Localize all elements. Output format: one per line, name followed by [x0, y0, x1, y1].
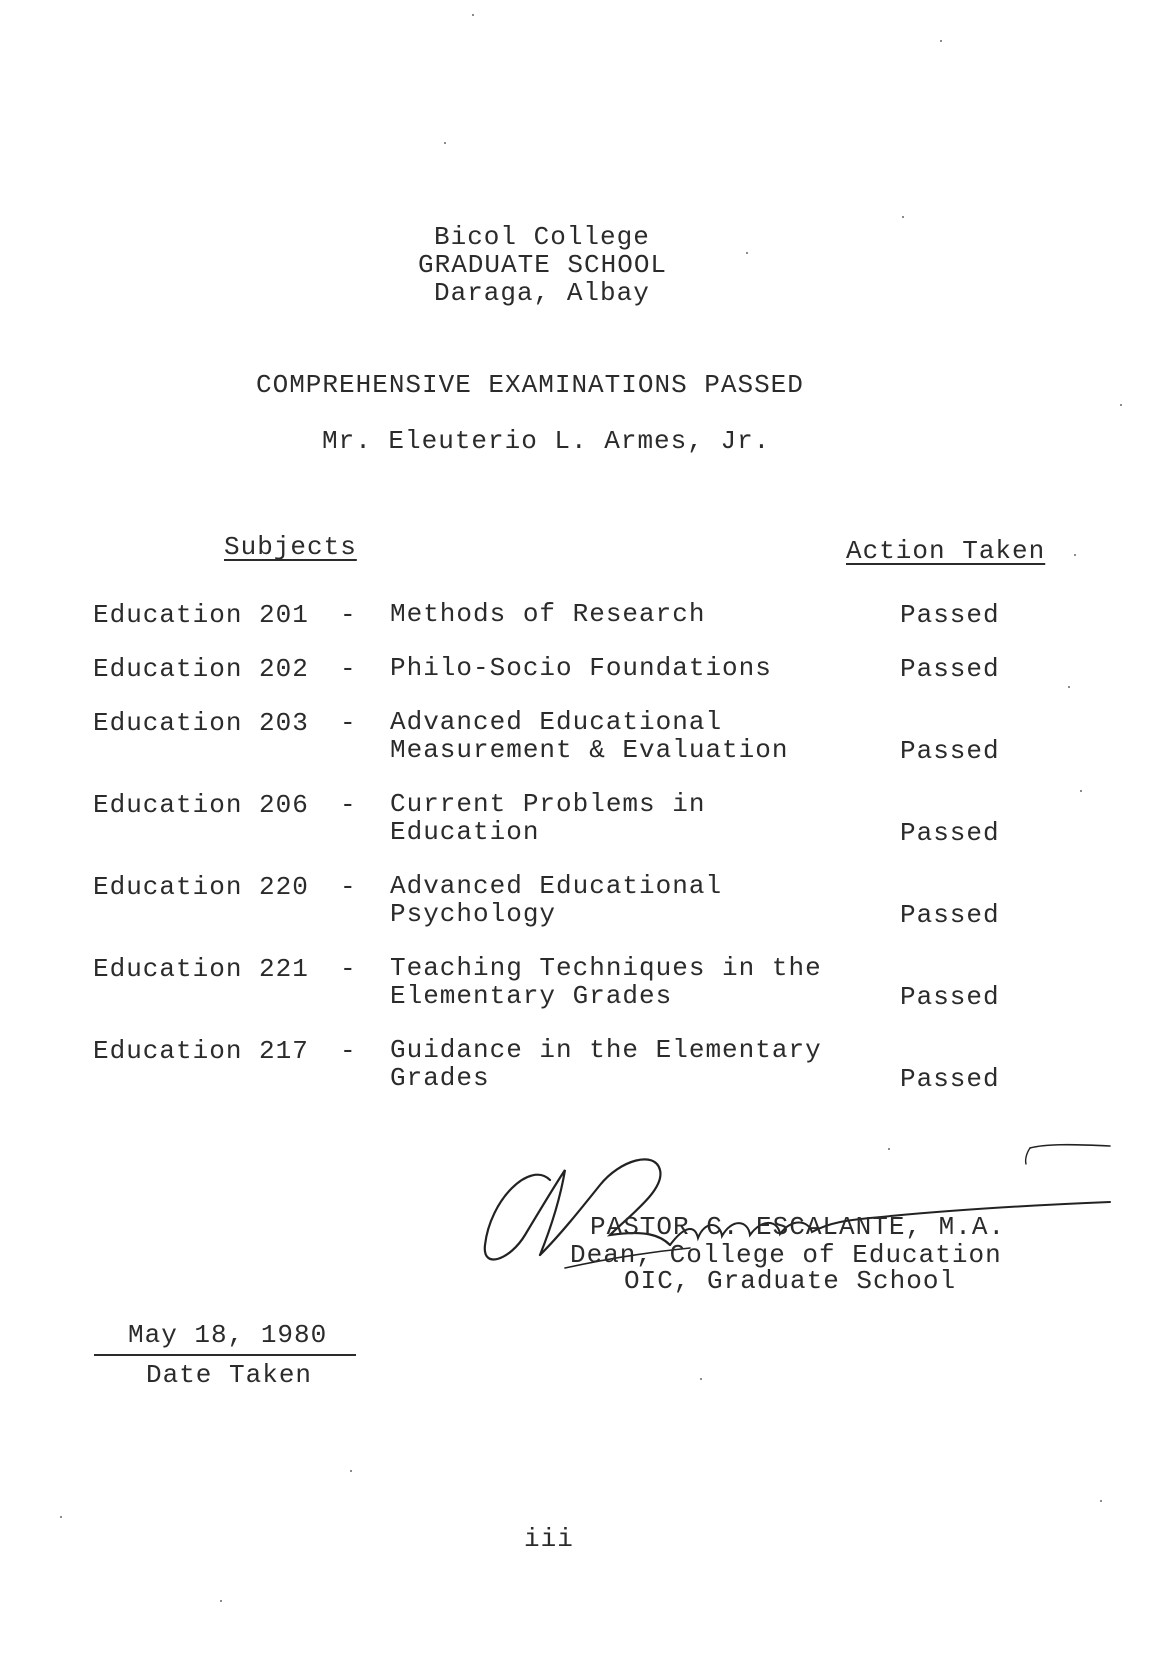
row-dash: -	[340, 600, 357, 630]
table-row	[0, 954, 1154, 1014]
table-row	[0, 654, 1154, 714]
signatory-title-oic: OIC, Graduate School	[624, 1266, 957, 1296]
date-value: May 18, 1980	[128, 1320, 328, 1350]
action-status: Passed	[900, 900, 1000, 930]
candidate-name: Mr. Eleuterio L. Armes, Jr.	[322, 426, 771, 456]
school-location: Daraga, Albay	[434, 278, 650, 308]
action-status: Passed	[900, 600, 1000, 630]
course-code: Education 221	[93, 954, 309, 984]
scan-speck	[888, 1148, 890, 1150]
action-status: Passed	[900, 982, 1000, 1012]
course-code: Education 203	[93, 708, 309, 738]
action-status: Passed	[900, 1064, 1000, 1094]
row-dash: -	[340, 954, 357, 984]
scan-speck	[746, 252, 748, 254]
institution-name: Bicol College	[434, 222, 650, 252]
table-row	[0, 708, 1154, 768]
course-subject: Teaching Techniques in the Elementary Grades	[390, 953, 822, 1011]
signatory-title-dean: Dean, College of Education	[570, 1240, 1002, 1270]
page-number: iii	[524, 1524, 574, 1554]
subjects-column-header: Subjects	[224, 532, 357, 562]
scan-speck	[350, 1470, 352, 1472]
signatory-name: PASTOR C. ESCALANTE, M.A.	[590, 1212, 1006, 1242]
scan-speck	[1080, 790, 1082, 792]
course-code: Education 206	[93, 790, 309, 820]
document-title: COMPREHENSIVE EXAMINATIONS PASSED	[256, 370, 804, 400]
table-row	[0, 600, 1154, 660]
course-code: Education 220	[93, 872, 309, 902]
course-subject: Guidance in the Elementary Grades	[390, 1035, 822, 1093]
course-subject: Philo-Socio Foundations	[390, 653, 772, 683]
date-label: Date Taken	[146, 1360, 313, 1390]
action-status: Passed	[900, 654, 1000, 684]
date-underline	[94, 1354, 356, 1356]
course-code: Education 201	[93, 600, 309, 630]
course-subject: Methods of Research	[390, 599, 706, 629]
row-dash: -	[340, 790, 357, 820]
scan-speck	[940, 40, 942, 42]
scan-speck	[472, 14, 474, 16]
scan-speck	[700, 1378, 702, 1380]
course-subject: Current Problems in Education	[390, 789, 706, 847]
course-code: Education 202	[93, 654, 309, 684]
table-row	[0, 872, 1154, 932]
action-status: Passed	[900, 736, 1000, 766]
scan-speck	[1068, 686, 1070, 688]
scan-speck	[1120, 404, 1122, 406]
action-status: Passed	[900, 818, 1000, 848]
scan-speck	[444, 142, 446, 144]
course-code: Education 217	[93, 1036, 309, 1066]
school-name: GRADUATE SCHOOL	[418, 250, 668, 280]
row-dash: -	[340, 708, 357, 738]
scan-speck	[220, 1600, 222, 1602]
row-dash: -	[340, 1036, 357, 1066]
scan-speck	[902, 216, 904, 218]
scan-speck	[1100, 1500, 1102, 1502]
course-subject: Advanced Educational Psychology	[390, 871, 723, 929]
scan-speck	[1074, 554, 1076, 556]
table-row	[0, 790, 1154, 850]
course-subject: Advanced Educational Measurement & Evaluation	[390, 707, 789, 765]
table-row	[0, 1036, 1154, 1096]
scan-speck	[60, 1516, 62, 1518]
row-dash: -	[340, 654, 357, 684]
action-taken-column-header: Action Taken	[846, 536, 1046, 566]
row-dash: -	[340, 872, 357, 902]
